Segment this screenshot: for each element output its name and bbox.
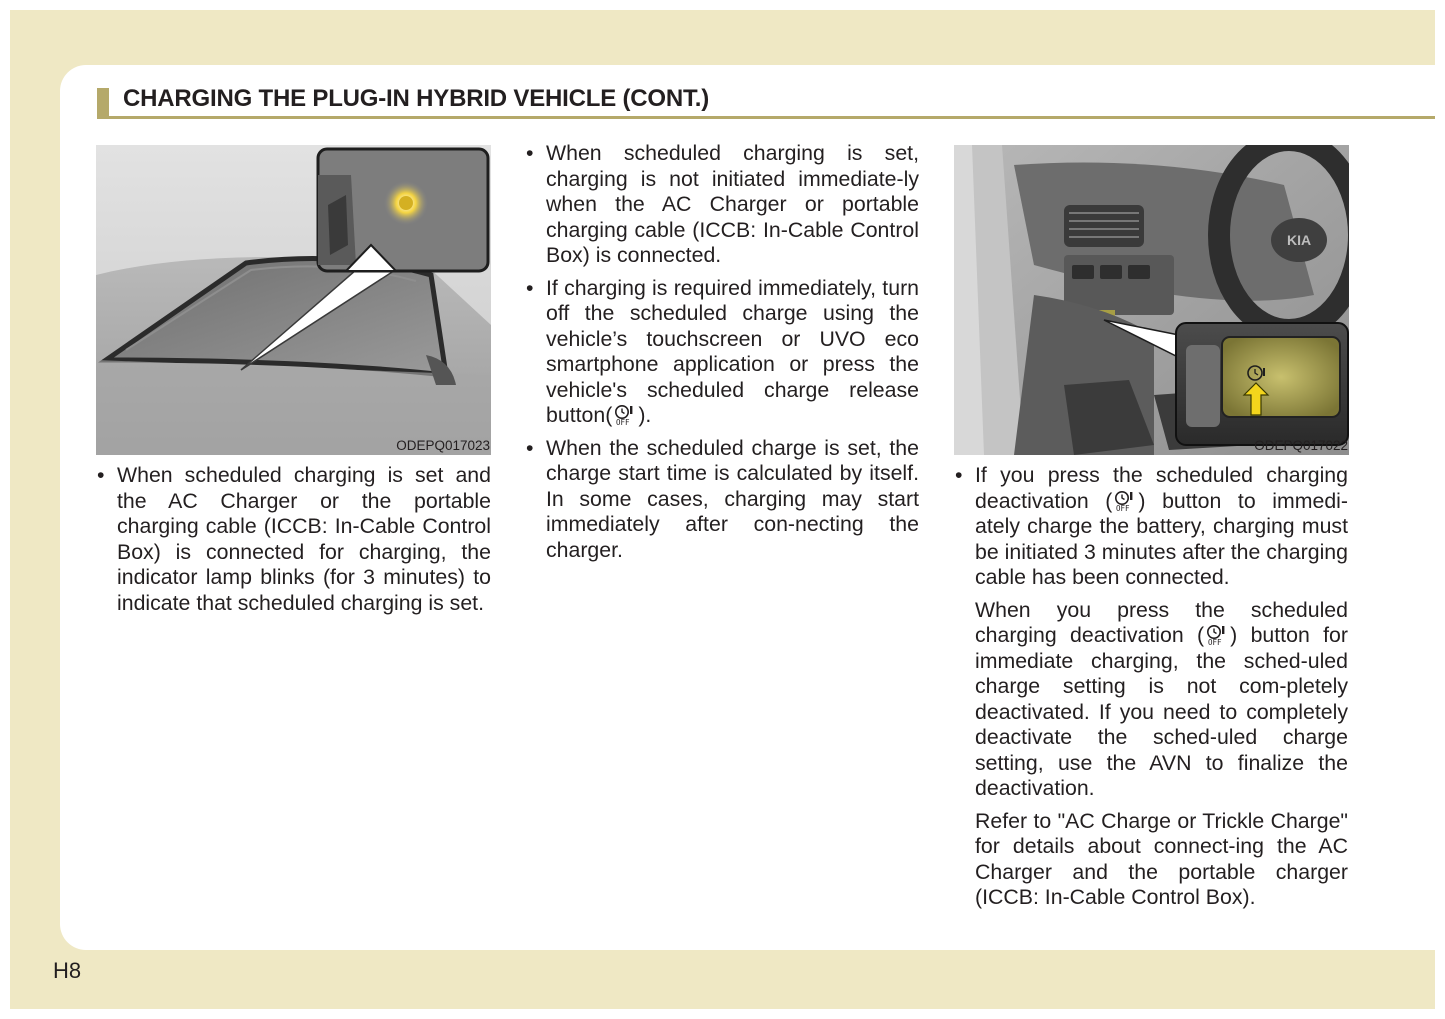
bullet-item: • When the scheduled charge is set, the charge start time is calculated by itself. In some cases, charging may start immediately after con-necting the charger.: [525, 436, 919, 564]
bullet-text: ).: [638, 403, 652, 427]
left-text-column: [96, 463, 491, 623]
icon-label: OFF: [1116, 503, 1130, 512]
middle-text-column: [525, 141, 919, 570]
figure-code: ODEPQ017023: [396, 438, 490, 453]
paragraph: [954, 598, 1348, 802]
page-number: H8: [53, 958, 82, 983]
bullet-text: If charging is required immediately, turn off the scheduled charge using the vehicle’s touchscreen or UVO eco smartphone application or press the vehicle's scheduled charge release button(: [546, 275, 919, 427]
figure-code: ODEPQ017022: [1254, 438, 1348, 453]
clock-off-icon: [1205, 624, 1229, 646]
bullet-text: ) button to immedi-ately charge the battery, charging must be initiated 3 minutes after the charging cable has been connected.: [975, 488, 1349, 589]
bullet-item: [525, 276, 919, 429]
bullet-text: If you press the scheduled charging deactivation (: [975, 463, 1348, 513]
icon-label: OFF: [616, 418, 630, 426]
clock-off-icon: [613, 404, 637, 426]
icon-label: OFF: [1208, 638, 1222, 646]
paragraph-text: When you press the scheduled charging deactivation (: [975, 597, 1348, 647]
section-title: CHARGING THE PLUG-IN HYBRID VEHICLE (CONT.): [123, 85, 710, 112]
header-marker: [97, 88, 109, 118]
dashboard-button-figure: [954, 145, 1349, 455]
header-rule: [97, 116, 1435, 119]
svg-text:KIA: KIA: [1287, 232, 1312, 248]
clock-off-icon: [1113, 490, 1137, 512]
paragraph: Refer to "AC Charge or Trickle Charge" for details about connect-ing the AC Charger and the portable charger (ICCB: In-Cable Control Box).: [975, 808, 1348, 909]
windshield-indicator-figure: [96, 145, 491, 455]
paragraph-text: ) button for immediate charging, the sched-uled charge setting is not com-pletely deactivated. If you need to completely deactivate the sched-uled charge setting, use the AVN to finalize the deactivation.: [975, 623, 1348, 800]
right-text-column: [954, 463, 1348, 918]
bullet-item: • When scheduled charging is set, charging is not initiated immediate-ly when the AC Charger or portable charging cable (ICCB: In-Cable Control Box) is connected.: [525, 141, 919, 269]
bullet-item: • When scheduled charging is set and the AC Charger or the portable charging cable (ICCB: In-Cable Control Box) is connected for charging, the indicator lamp blinks (for 3 minutes) to indicate that scheduled charging is set.: [96, 463, 491, 616]
bullet-item: [954, 463, 1348, 591]
